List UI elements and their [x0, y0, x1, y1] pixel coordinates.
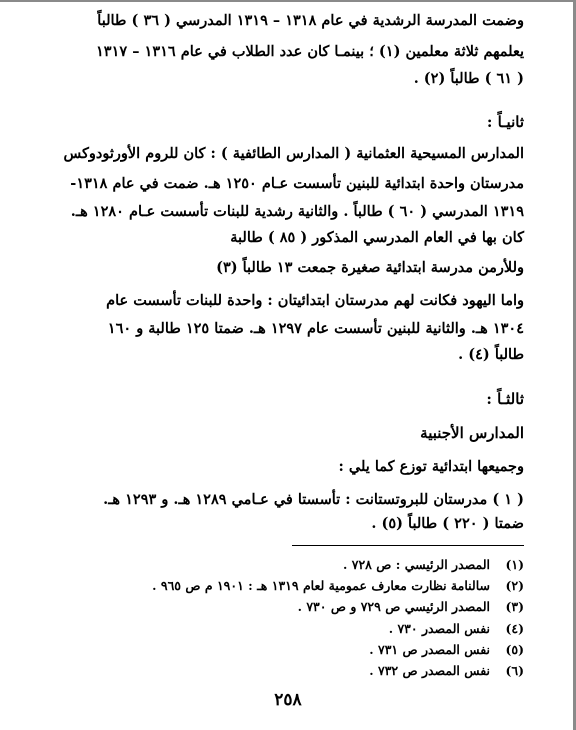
- paragraph-1-line-3: ( ٦١ ) طالباً (٢) .: [413, 70, 524, 87]
- footnote-text: المصدر الرئيسي : ص ٧٢٨ .: [343, 557, 490, 572]
- section-2-line-3: ١٣١٩ المدرسي ( ٦٠ ) طالباً . والثانية رشدية للبنات تأسست عـام ١٢٨٠ هـ.: [70, 203, 524, 220]
- footnote-2: [152, 578, 524, 593]
- section-2-line-6: واما اليهود فكانت لهم مدرستان ابتدائيتان : واحدة للبنات تأسست عام: [106, 292, 524, 309]
- section-2-line-1-bold: المدارس المسيحية العثمانية ( المدارس الطائفية ) :: [210, 145, 524, 162]
- section-3-line-1: وجميعها ابتدائية توزع كما يلي :: [338, 458, 524, 475]
- footnote-text: نفس المصدر ٧٣٠ .: [388, 621, 490, 636]
- footnote-5: [369, 642, 524, 657]
- footnote-text: سالنامة نظارت معارف عمومية لعام ١٣١٩ هـ : ١٩٠١ م ص ٩٦٥ .: [152, 578, 490, 593]
- footnote-3: [298, 599, 524, 614]
- footnote-number: (٢): [505, 578, 524, 593]
- footnote-1: [343, 557, 524, 572]
- footnote-4: [389, 621, 524, 636]
- section-3-line-3: ضمتا ( ٢٢٠ ) طالباً (٥) .: [371, 515, 524, 532]
- section-2-line-5: وللأرمن مدرسة ابتدائية صغيرة جمعت ١٣ طالباً (٣): [216, 259, 524, 276]
- footnote-text: المصدر الرئيسي ص ٧٢٩ و ص ٧٣٠ .: [297, 599, 490, 614]
- footnote-number: (٣): [505, 599, 524, 614]
- section-2-heading: ثانيـاً :: [486, 113, 524, 131]
- footnote-text: نفس المصدر ص ٧٣٢ .: [369, 663, 490, 678]
- footnote-text: نفس المصدر ص ٧٣١ .: [369, 642, 490, 657]
- paragraph-1-line-2: يعلمهم ثلاثة معلمين (١) ؛ بينمـا كان عدد الطلاب في عام ١٣١٦ – ١٣١٧: [96, 43, 524, 60]
- footnote-number: (٥): [505, 642, 524, 657]
- section-2-line-8: طالباً (٤) .: [458, 346, 524, 363]
- section-3-line-2: ( ١ ) مدرستان للبروتستانت : تأسستا في عـامي ١٢٨٩ هـ. و ١٢٩٣ هـ.: [103, 491, 524, 508]
- section-2-line-2: مدرستان واحدة ابتدائية للبنين تأسست عـام ١٢٥٠ هـ. ضمت في عام ١٣١٨-: [70, 175, 524, 192]
- footnote-number: (٦): [505, 663, 524, 678]
- page-number: ٢٥٨: [274, 690, 302, 710]
- footnote-number: (٤): [505, 621, 524, 636]
- section-2-line-1-rest: كان للروم الأورثودوكس: [63, 145, 211, 162]
- footnote-separator: [292, 545, 524, 546]
- section-2-line-1: [64, 145, 525, 162]
- footnote-number: (١): [505, 557, 524, 572]
- section-3-subheading: المدارس الأجنبية: [420, 424, 524, 442]
- paragraph-1-line-1: وضمت المدرسة الرشدية في عام ١٣١٨ – ١٣١٩ المدرسي ( ٣٦ ) طالباً: [97, 12, 524, 29]
- footnote-6: [369, 663, 524, 678]
- window-frame-top: [0, 0, 576, 2]
- section-3-heading: ثالثـاً :: [486, 390, 524, 408]
- section-2-line-4: كان بها في العام المدرسي المذكور ( ٨٥ ) طالبة: [230, 229, 524, 246]
- section-2-line-7: ١٣٠٤ هـ. والثانية للبنين تأسست عام ١٢٩٧ هـ. ضمتا ١٢٥ طالبة و ١٦٠: [107, 320, 524, 337]
